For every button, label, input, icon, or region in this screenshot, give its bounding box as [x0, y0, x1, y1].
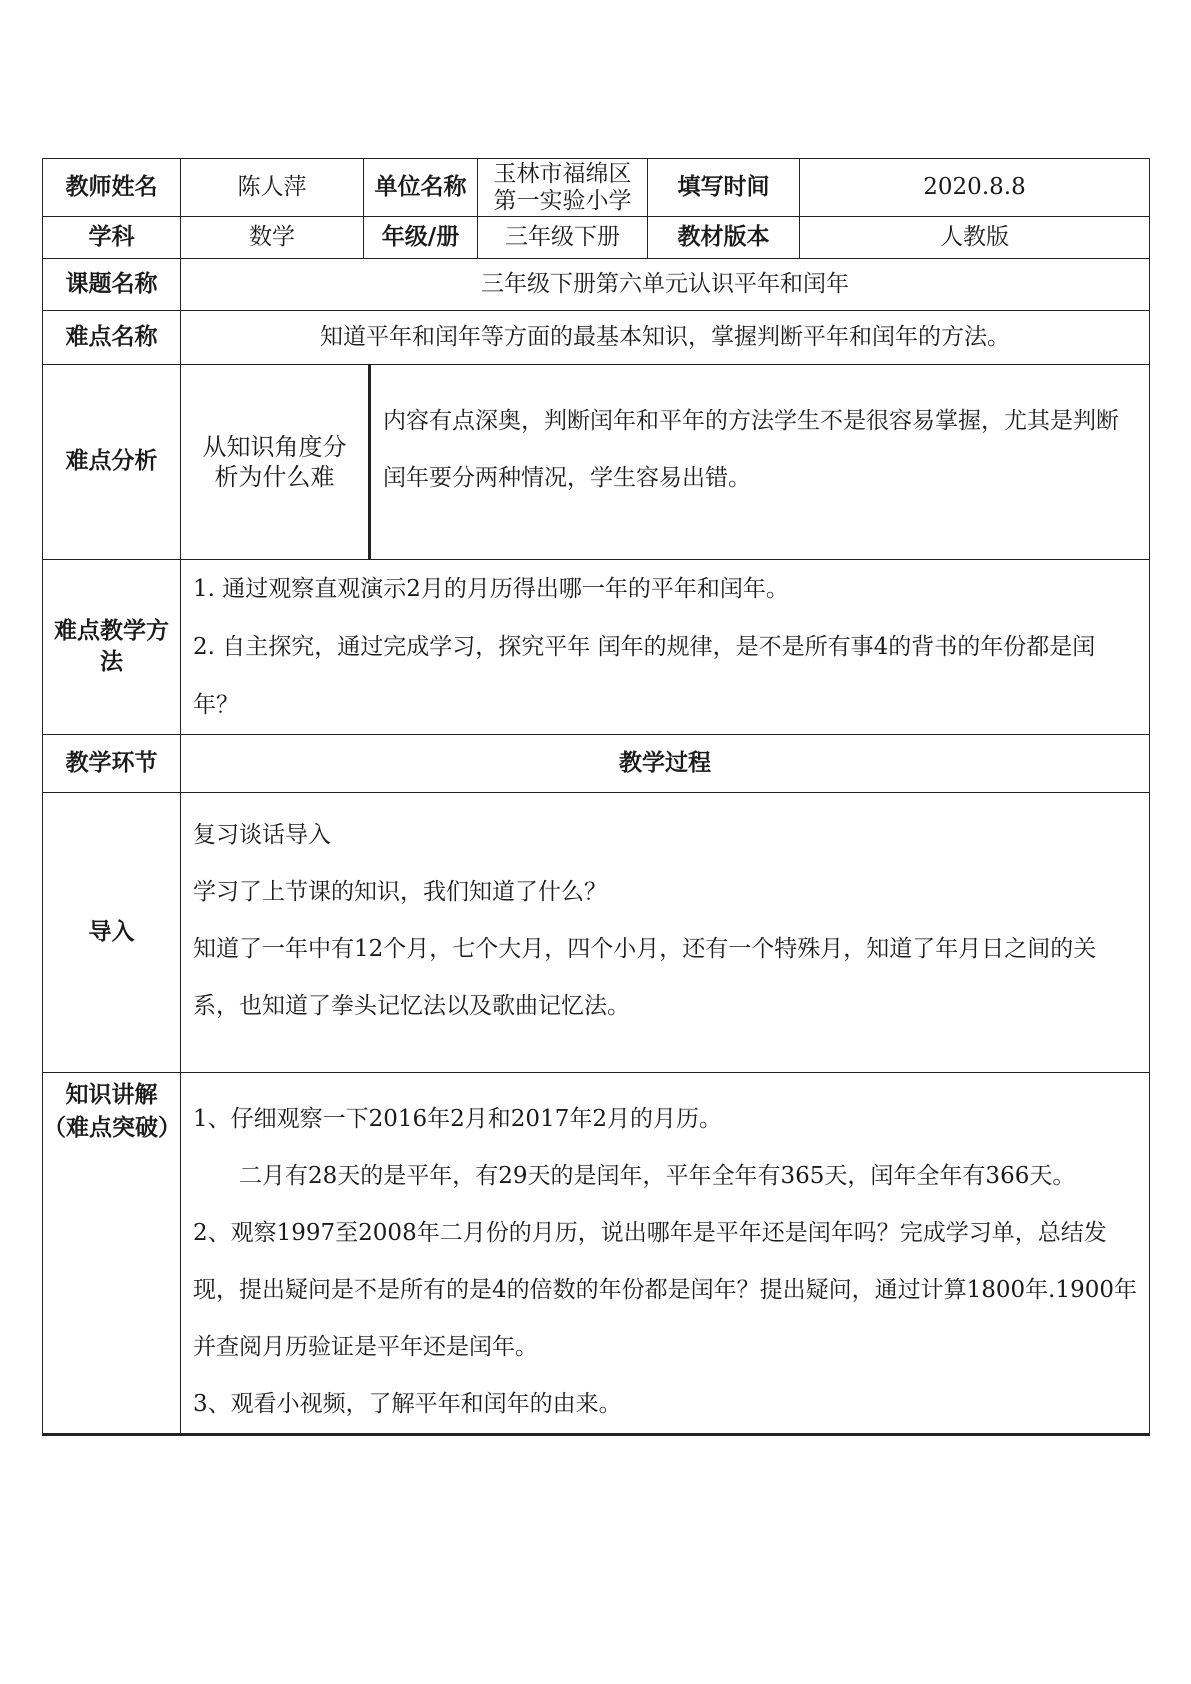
- difficulty-label: 难点名称: [43, 311, 181, 365]
- method-label: 难点教学方法: [43, 560, 181, 735]
- analysis-label: 难点分析: [43, 365, 181, 560]
- knowledge-content-cell: [181, 1073, 1150, 1435]
- knowledge-line-4: 3、观看小视频，了解平年和闰年的由来。: [193, 1391, 622, 1417]
- intro-line-3: 知道了一年中有12个月，七个大月，四个小月，还有一个特殊月，知道了年月日之间的关系，也知道了拳头记忆法以及歌曲记忆法。: [193, 936, 1097, 1019]
- edition-label: 教材版本: [648, 217, 800, 259]
- knowledge-line-1: 1、仔细观察一下2016年2月和2017年2月的月历。: [193, 1106, 722, 1132]
- date-label: 填写时间: [648, 159, 800, 217]
- teacher-label: 教师姓名: [43, 159, 181, 217]
- subject-label: 学科: [43, 217, 181, 259]
- intro-line-2: 学习了上节课的知识，我们知道了什么？: [193, 879, 607, 905]
- knowledge-line-2: 二月有28天的是平年，有29天的是闰年，平年全年有365天，闰年全年有366天。: [239, 1163, 1076, 1189]
- knowledge-line-3: 2、观察1997至2008年二月份的月历，说出哪年是平年还是闰年吗？完成学习单，总结发现，提出疑问是不是所有的是4的倍数的年份都是闰年？提出疑问，通过计算1800年.1900年并查阅月历验证是平年还是闰年。: [193, 1220, 1138, 1360]
- method-line-1: 1. 通过观察直观演示2月的月历得出哪一年的平年和闰年。: [193, 576, 789, 602]
- analysis-sublabel: 从知识角度分析为什么难: [181, 365, 370, 560]
- intro-line-1: 复习谈话导入: [193, 822, 331, 848]
- knowledge-label-2: （难点突破）: [43, 1115, 181, 1142]
- process-label: 教学过程: [181, 735, 1150, 793]
- grade-value: 三年级下册: [478, 217, 648, 259]
- intro-label: 导入: [43, 793, 181, 1073]
- knowledge-label-cell: [43, 1073, 181, 1435]
- header-row: [43, 159, 1150, 217]
- edition-value: 人教版: [800, 217, 1150, 259]
- date-value: 2020.8.8: [800, 159, 1150, 217]
- analysis-content: 内容有点深奥，判断闰年和平年的方法学生不是很容易掌握，尤其是判断闰年要分两种情况，学生容易出错。: [383, 408, 1119, 491]
- method-row: [43, 560, 1150, 735]
- teacher-value: 陈人萍: [181, 159, 364, 217]
- analysis-row: [43, 365, 1150, 560]
- method-line-2: 2. 自主探究，通过完成学习，探究平年 闰年的规律，是不是所有事4的背书的年份都是闰年？: [193, 634, 1096, 718]
- knowledge-row: [43, 1073, 1150, 1435]
- topic-value: 三年级下册第六单元认识平年和闰年: [181, 259, 1150, 311]
- lesson-plan-table: [42, 158, 1150, 1436]
- unit-value: 玉林市福绵区第一实验小学: [478, 159, 648, 217]
- difficulty-value: 知道平年和闰年等方面的最基本知识，掌握判断平年和闰年的方法。: [181, 311, 1150, 365]
- difficulty-row: [43, 311, 1150, 365]
- intro-row: [43, 793, 1150, 1073]
- stage-label: 教学环节: [43, 735, 181, 793]
- topic-row: [43, 259, 1150, 311]
- method-content-cell: [181, 560, 1150, 735]
- unit-label: 单位名称: [364, 159, 478, 217]
- process-header-row: [43, 735, 1150, 793]
- intro-content-cell: [181, 793, 1150, 1073]
- knowledge-label-1: 知识讲解: [65, 1082, 158, 1108]
- subject-row: [43, 217, 1150, 259]
- topic-label: 课题名称: [43, 259, 181, 311]
- analysis-content-cell: [370, 365, 1150, 560]
- grade-label: 年级/册: [364, 217, 478, 259]
- subject-value: 数学: [181, 217, 364, 259]
